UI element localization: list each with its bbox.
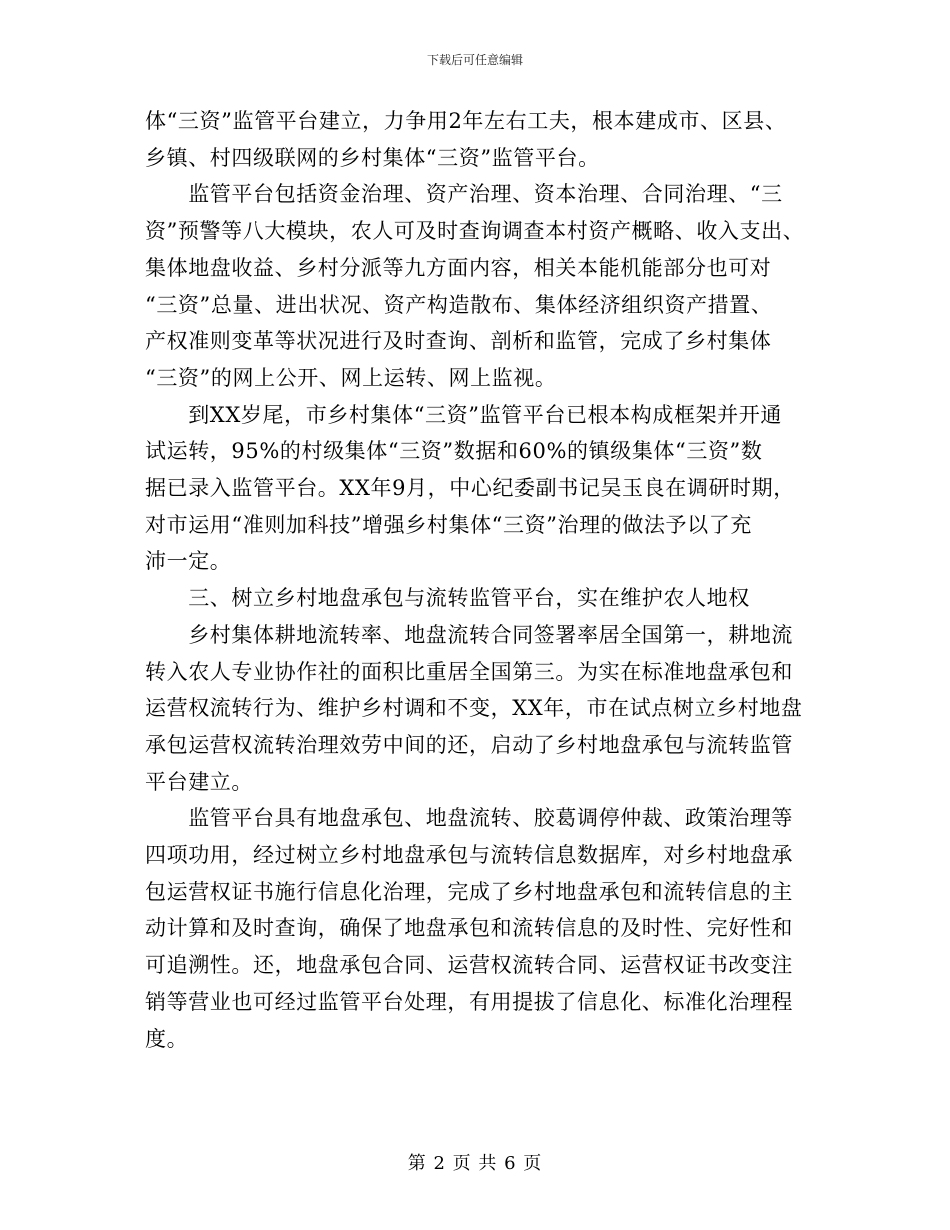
page-header: 下载后可任意编辑 (426, 53, 523, 67)
text-line: 产权准则变革等状况进行及时查询、剖析和监管，完成了乡村集体 (145, 329, 772, 354)
paragraph-platform-construction (145, 103, 810, 176)
text-line: 试运转，95%的村级集体“三资”数据和60%的镇级集体“三资”数 (145, 439, 763, 464)
text-line: 资”预警等八大模块，农人可及时查询调查本村资产概略、收入支出、 (145, 219, 805, 244)
text-line: 可追溯性。还，地盘承包合同、运营权流转合同、运营权证书改变注 (145, 953, 793, 978)
text-line: 包运营权证书施行信息化治理，完成了乡村地盘承包和流转信息的主 (145, 879, 793, 904)
text-line: “三资”总量、进出状况、资产构造散布、集体经济组织资产措置、 (145, 292, 773, 317)
text-line: 转入农人专业协作社的面积比重居全国第三。为实在标准地盘承包和 (145, 659, 793, 684)
text-line: 度。 (145, 1026, 189, 1051)
text-line: 体“三资”监管平台建立，力争用2年左右工夫，根本建成市、区县、 (145, 109, 787, 133)
paragraph-land-transfer (145, 617, 810, 801)
text-line: 三、树立乡村地盘承包与流转监管平台，实在维护农人地权 (145, 586, 750, 611)
text-line: 承包运营权流转治理效劳中间的还，启动了乡村地盘承包与流转监管 (145, 732, 793, 757)
text-line: “三资”的网上公开、网上运转、网上监视。 (145, 365, 557, 390)
text-line: 沛一定。 (145, 549, 232, 574)
section-heading-3 (145, 580, 810, 617)
text-line: 据已录入监管平台。XX年9月，中心纪委副书记吴玉良在调研时期， (145, 476, 795, 501)
text-line: 乡村集体耕地流转率、地盘流转合同签署率居全国第一，耕地流 (145, 622, 793, 647)
text-line: 监管平台包括资金治理、资产治理、资本治理、合同治理、“三 (145, 182, 783, 207)
text-line: 四项功用，经过树立乡村地盘承包与流转信息数据库，对乡村地盘承 (145, 843, 793, 868)
paragraph-platform-progress (145, 397, 810, 581)
text-line: 销等营业也可经过监管平台处理，有用提拔了信息化、标准化治理程 (145, 989, 793, 1014)
text-line: 集体地盘收益、乡村分派等九方面内容，相关本能机能部分也可对 (145, 255, 772, 280)
text-line: 运营权流转行为、维护乡村调和不变，XX年，市在试点树立乡村地盘 (145, 696, 803, 721)
text-line: 动计算和及时查询，确保了地盘承包和流转信息的及时性、完好性和 (145, 916, 793, 941)
paragraph-platform-modules (145, 176, 810, 396)
text-line: 平台建立。 (145, 769, 253, 794)
text-line: 乡镇、村四级联网的乡村集体“三资”监管平台。 (145, 145, 600, 170)
text-line: 对市运用“准则加科技”增强乡村集体“三资”治理的做法予以了充 (145, 512, 752, 537)
text-line: 到XX岁尾，市乡村集体“三资”监管平台已根本构成框架并开通 (145, 402, 782, 427)
text-line: 监管平台具有地盘承包、地盘流转、胶葛调停仲裁、政策治理等 (145, 806, 793, 831)
document-body (145, 103, 810, 1057)
page-number-footer: 第 2 页 共 6 页 (407, 1153, 543, 1174)
paragraph-land-platform-functions (145, 800, 810, 1057)
